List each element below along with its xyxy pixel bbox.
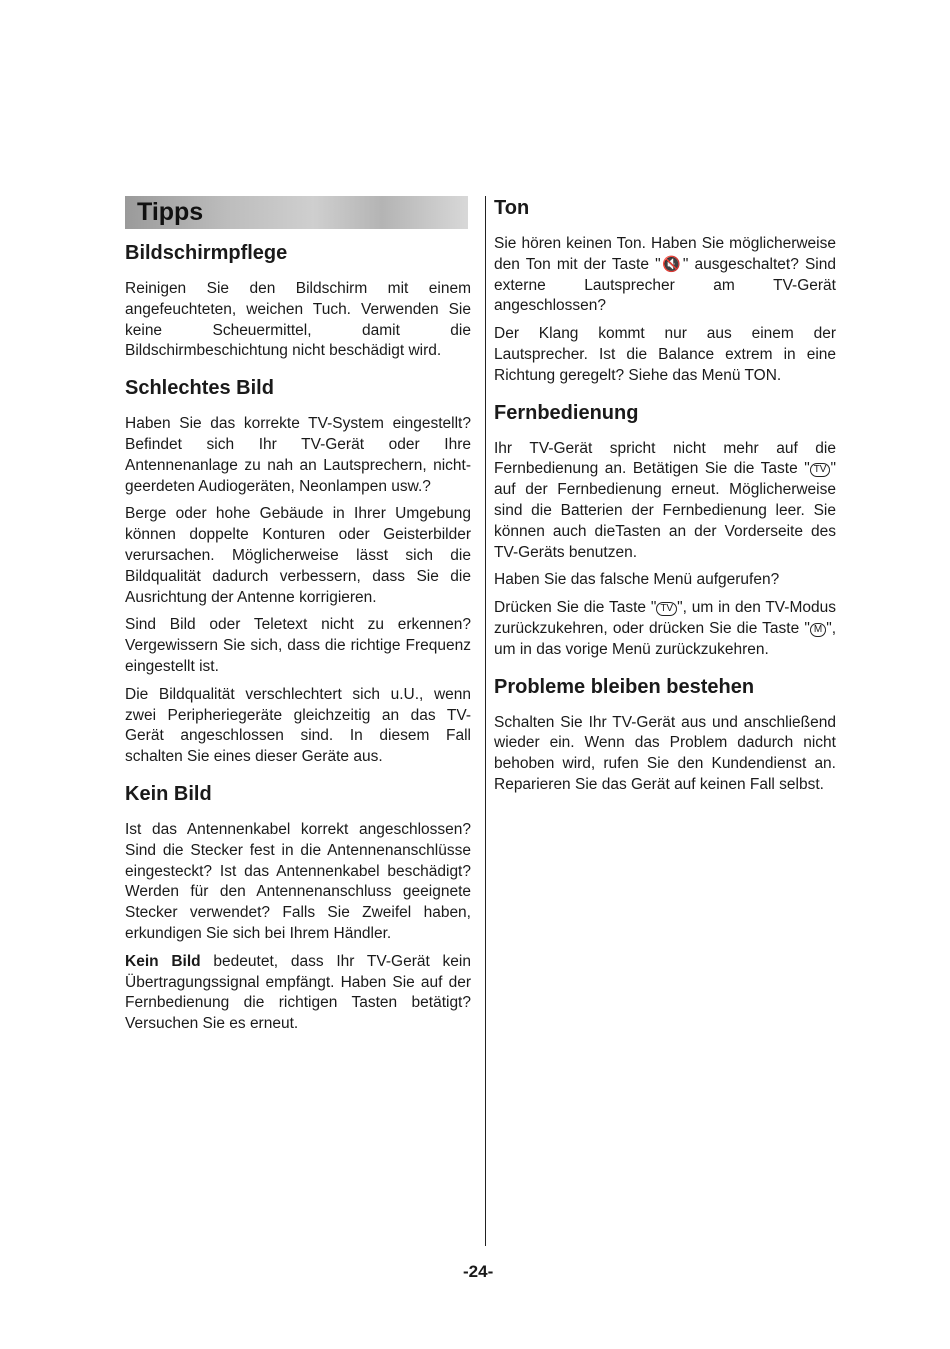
heading-kein-bild: Kein Bild (125, 782, 212, 805)
mute-icon: 🔇 (660, 255, 683, 273)
paragraph: Reinigen Sie den Bildschirm mit einem angefeuchteten, weichen Tuch. Verwenden Sie keine Scheuermittel, damit die Bildschirmbeschichtung nicht beschädigt wird. (125, 280, 471, 360)
section-bildschirmpflege (125, 241, 471, 362)
paragraph: Ist das Antennenkabel korrekt angeschlossen? Sind die Stecker fest in die Antennenanschlüsse eingesteckt? Ist das Antennenkabel beschädigt? Werden für den Antennenanschluss geeignete Stecker verwendet? Falls Sie Zweifel haben, erkundigen Sie sich bei Ihrem Händler. (125, 820, 471, 942)
text-run: ", um in den TV-Modus zurückzukehren, oder drücken Sie die Taste " (494, 599, 836, 637)
page-number: -24- (463, 1262, 494, 1281)
tv-key-icon: TV (810, 463, 831, 477)
paragraph (494, 598, 836, 660)
text-run: ", um in das vorige Menü zurückzukehren. (494, 619, 836, 658)
column-divider (485, 196, 486, 1246)
section-kein-bild (125, 782, 471, 1035)
text-run: " auf der Fernbedienung erneut. Möglicherweise sind die Batterien der Fernbedienung leer. Sie können auch dieTasten an der Vorderseite des TV-Geräts benutzen. (494, 460, 836, 561)
paragraph: Berge oder hohe Gebäude in Ihrer Umgebung können doppelte Konturen oder Geisterbilder verursachen. Möglicherweise lässt sich die Bildqualität dadurch verbessern, dass Sie die Ausrichtung der Antenne korrigieren. (125, 505, 471, 606)
left-column (125, 196, 471, 1049)
text-run: Ihr TV-Gerät spricht nicht mehr auf die Fernbedienung an. Betätigen Sie die Taste " (494, 439, 836, 478)
paragraph-rest: bedeutet, dass Ihr TV-Gerät kein Übertragungssignal empfängt. Haben Sie auf der Fernbedienung die richtigen Tasten betätigt? Versuchen Sie es erneut. (125, 952, 471, 1033)
heading-fernbedienung: Fernbedienung (494, 401, 639, 424)
paragraph (125, 952, 471, 1035)
paragraph: Haben Sie das korrekte TV-System eingestellt? Befindet sich Ihr TV-Gerät oder Ihre Antennenanlage zu nah an Lautsprechern, nicht-geerdeten Audiogeräten, Neonlampen usw.? (125, 415, 471, 495)
text-run: " ausgeschaltet? Sind externe Lautsprecher am TV-Gerät angeschlossen? (494, 255, 836, 315)
section-fernbedienung (494, 401, 836, 661)
paragraph: Der Klang kommt nur aus einem der Lautsprecher. Ist die Balance extrem in eine Richtung geregelt? Siehe das Menü TON. (494, 325, 836, 384)
menu-key-icon: M (810, 623, 826, 637)
paragraph: Schalten Sie Ihr TV-Gerät aus und anschließend wieder ein. Wenn das Problem dadurch nicht behoben wird, rufen Sie den Kundendienst an. Reparieren Sie das Gerät auf keinen Fall selbst. (494, 713, 836, 793)
paragraph (494, 234, 836, 317)
paragraph: Sind Bild oder Teletext nicht zu erkennen? Vergewissern Sie sich, dass die richtige Frequenz eingestellt ist. (125, 616, 471, 675)
tv-key-icon: TV (656, 602, 677, 616)
heading-probleme: Probleme bleiben bestehen (494, 675, 755, 698)
section-ton (494, 196, 836, 387)
text-run: Drücken Sie die Taste " (494, 599, 657, 617)
right-column (494, 196, 836, 810)
paragraph (494, 439, 836, 564)
section-probleme (494, 675, 836, 796)
banner-title: Tipps (137, 198, 204, 226)
section-schlechtes-bild (125, 376, 471, 768)
paragraph: Haben Sie das falsche Menü aufgerufen? (494, 571, 780, 589)
tipps-banner (125, 196, 468, 229)
bold-term: Kein Bild (125, 952, 201, 970)
heading-ton: Ton (494, 197, 530, 219)
heading-schlechtes-bild: Schlechtes Bild (125, 377, 274, 400)
paragraph: Die Bildqualität verschlechtert sich u.U., wenn zwei Peripheriegeräte gleichzeitig an das TV-Gerät angeschlossen sind. In diesem Fall schalten Sie eines dieser Geräte aus. (125, 685, 471, 766)
heading-bildschirmpflege: Bildschirmpflege (125, 242, 288, 264)
text-run: Sie hören keinen Ton. Haben Sie möglicherweise den Ton mit der Taste " (494, 235, 836, 273)
